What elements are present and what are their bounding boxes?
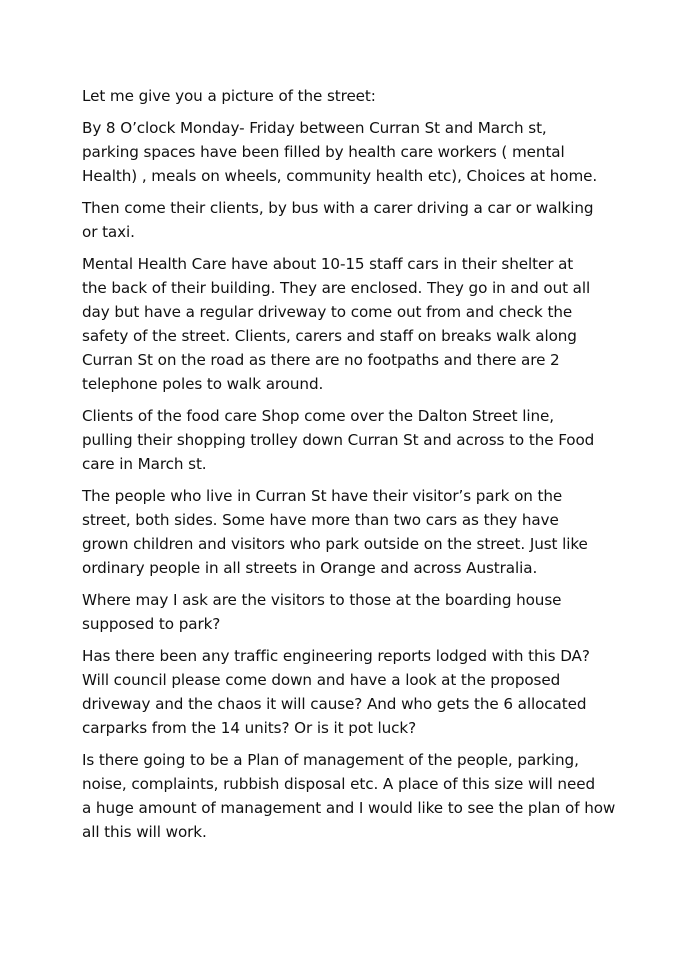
text-line: The people who live in Curran St have their visitor’s park on the xyxy=(82,487,563,505)
text-line: a huge amount of management and I would like to see the plan of how xyxy=(82,799,616,817)
paragraph-parking-spaces xyxy=(82,116,642,188)
text-line: all this will work. xyxy=(82,823,207,841)
text-line: day but have a regular driveway to come out from and check the xyxy=(82,303,573,321)
document-page xyxy=(82,84,642,852)
text-line: Is there going to be a Plan of management of the people, parking, xyxy=(82,751,579,769)
text-line: Has there been any traffic engineering reports lodged with this DA? xyxy=(82,647,590,665)
text-line: Where may I ask are the visitors to those at the boarding house xyxy=(82,591,562,609)
text-line: pulling their shopping trolley down Curran St and across to the Food xyxy=(82,431,595,449)
text-line: parking spaces have been filled by health care workers ( mental xyxy=(82,143,565,161)
text-line: Curran St on the road as there are no footpaths and there are 2 xyxy=(82,351,560,369)
text-line: or taxi. xyxy=(82,223,135,241)
text-line: supposed to park? xyxy=(82,615,221,633)
text-line: Mental Health Care have about 10-15 staff cars in their shelter at xyxy=(82,255,574,273)
paragraph-food-care-clients xyxy=(82,404,642,476)
text-line: telephone poles to walk around. xyxy=(82,375,324,393)
paragraph-boarding-house-question xyxy=(82,588,642,636)
text-line: safety of the street. Clients, carers and staff on breaks walk along xyxy=(82,327,577,345)
paragraph-residents-visitors xyxy=(82,484,642,580)
text-line: the back of their building. They are enclosed. They go in and out all xyxy=(82,279,591,297)
text-line: driveway and the chaos it will cause? And who gets the 6 allocated xyxy=(82,695,587,713)
text-line: Will council please come down and have a look at the proposed xyxy=(82,671,561,689)
text-line: Let me give you a picture of the street: xyxy=(82,87,376,105)
text-line: Health) , meals on wheels, community health etc), Choices at home. xyxy=(82,167,598,185)
text-line: Clients of the food care Shop come over the Dalton Street line, xyxy=(82,407,554,425)
paragraph-clients xyxy=(82,196,642,244)
paragraph-traffic-reports xyxy=(82,644,642,740)
text-line: noise, complaints, rubbish disposal etc. A place of this size will need xyxy=(82,775,595,793)
paragraph-intro xyxy=(82,84,642,108)
text-line: grown children and visitors who park outside on the street. Just like xyxy=(82,535,588,553)
text-line: By 8 O’clock Monday- Friday between Curran St and March st, xyxy=(82,119,547,137)
text-line: street, both sides. Some have more than two cars as they have xyxy=(82,511,559,529)
text-line: ordinary people in all streets in Orange and across Australia. xyxy=(82,559,538,577)
text-line: care in March st. xyxy=(82,455,207,473)
paragraph-mental-health-care xyxy=(82,252,642,396)
text-line: Then come their clients, by bus with a carer driving a car or walking xyxy=(82,199,594,217)
text-line: carparks from the 14 units? Or is it pot luck? xyxy=(82,719,417,737)
paragraph-plan-of-management xyxy=(82,748,642,844)
